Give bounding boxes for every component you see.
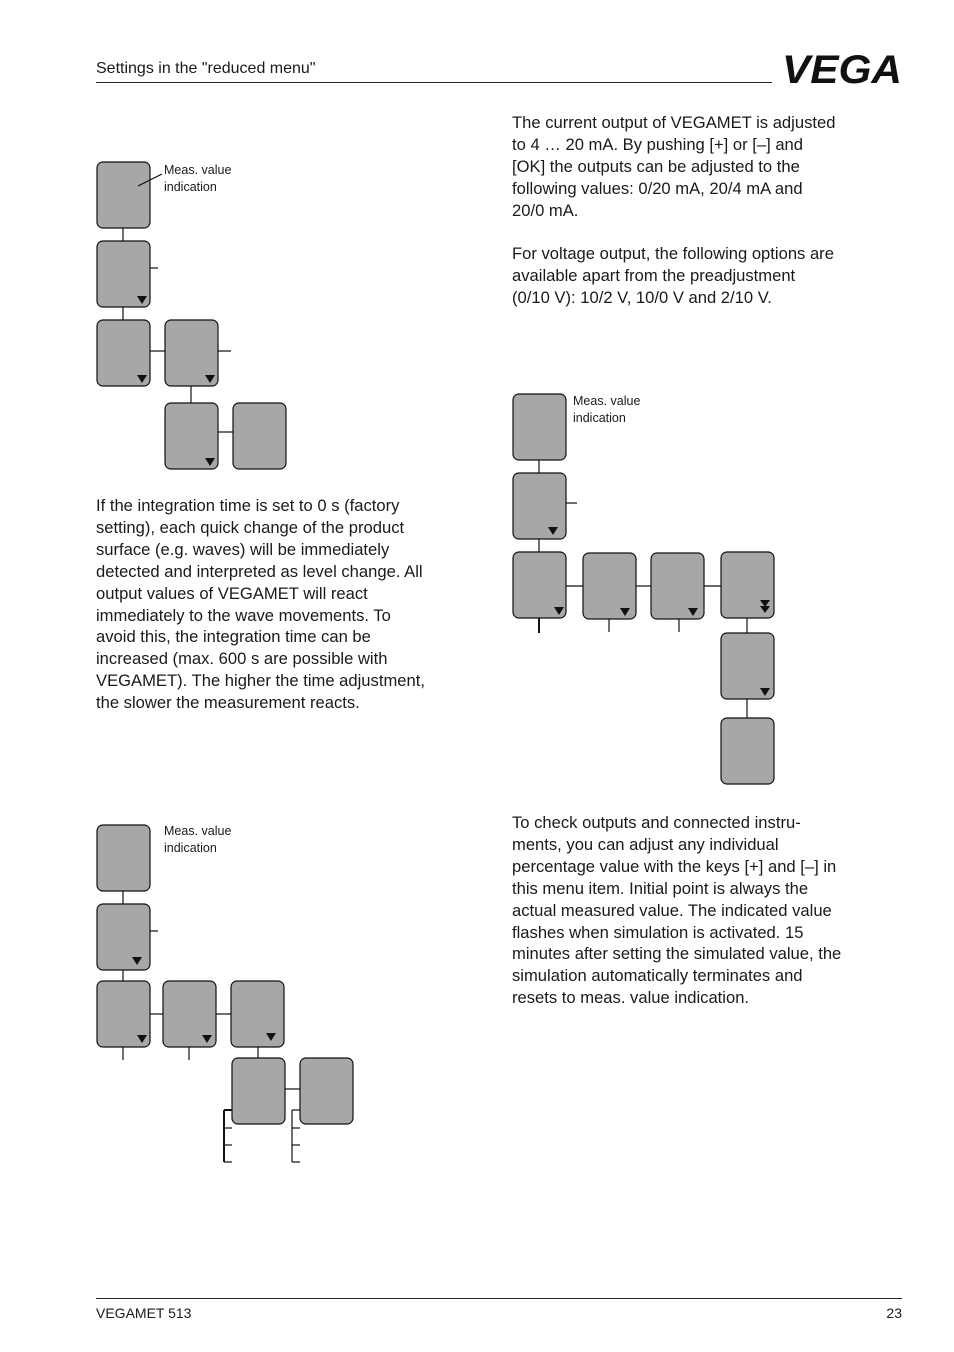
logo-text: VEGA <box>782 50 902 86</box>
page-number: 23 <box>886 1305 902 1321</box>
footer-rule <box>96 1298 902 1299</box>
meas-value-label: indication <box>164 841 217 855</box>
meas-value-label: indication <box>164 180 217 194</box>
display-box <box>97 825 150 891</box>
meas-value-label: indication <box>573 411 626 425</box>
integration-paragraph: If the integration time is set to 0 s (factory setting), each quick change of the product surface (e.g. waves) will be immediately detected and interpreted as level change. All output values of VEGAMET will react immediately to the wave movements. To avoid this, the integration time can be increased (max. 600 s are possible with VEGAMET). The higher the time adjustment, the slower the measurement reacts. <box>96 496 425 713</box>
meas-value-label: Meas. value <box>573 394 641 408</box>
current-output-paragraph: The current output of VEGAMET is adjusted to 4 … 20 mA. By pushing [+] or [–] and [OK] the outputs can be adjusted to the following values: 0/20 mA, 20/4 mA and 20/0 mA. For voltage output, the following options are available apart from the preadjustment (0/10 V): 10/2 V, 10/0 V and 2/10 V. <box>512 113 836 308</box>
meas-value-label: Meas. value <box>164 163 232 177</box>
display-box <box>232 1058 285 1124</box>
display-box <box>97 904 150 970</box>
footer-product-name: VEGAMET 513 <box>96 1305 192 1321</box>
page-header-title: Settings in the "reduced menu" <box>96 60 316 77</box>
simulation-paragraph: To check outputs and connected instru- ments, you can adjust any individual percentage value with the keys [+] and [–] in this menu item. Initial point is always the actual measured value. The indicated value flashes when simulation is activated. 15 minutes after setting the simulated value, the simulation automatically terminates and resets to meas. value indication. <box>512 813 842 1008</box>
display-box <box>300 1058 353 1124</box>
meas-value-label: Meas. value <box>164 824 232 838</box>
display-box <box>231 981 284 1047</box>
